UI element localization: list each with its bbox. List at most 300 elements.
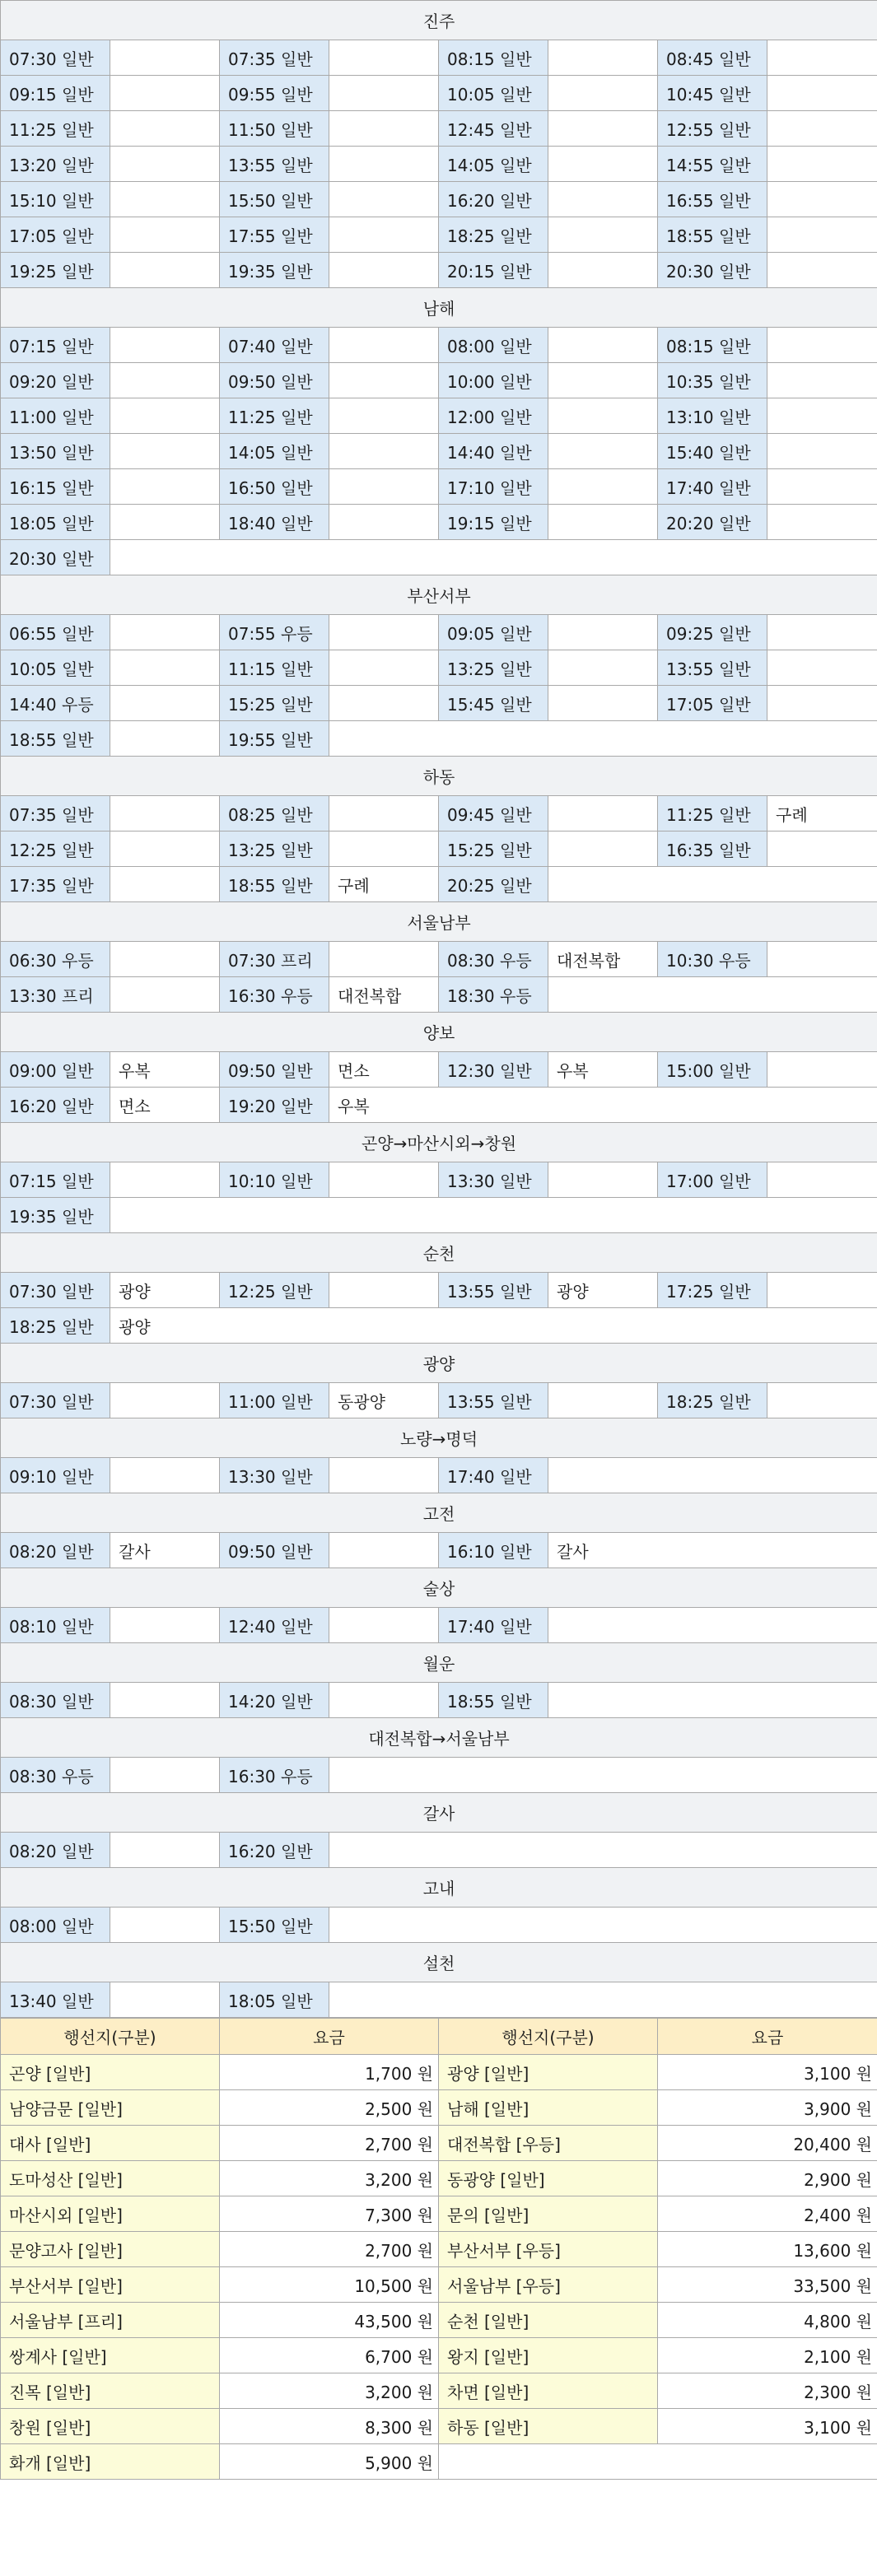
departure-time: 18:25 일반 bbox=[658, 1383, 767, 1418]
departure-via: 갈사 bbox=[110, 1533, 220, 1568]
departure-via bbox=[548, 76, 658, 111]
departure-via bbox=[329, 686, 439, 721]
departure-via: 구례 bbox=[767, 796, 877, 831]
departure-via bbox=[110, 1608, 220, 1643]
departure-via bbox=[329, 363, 439, 398]
departure-row bbox=[1, 1533, 877, 1568]
route-title: 순천 bbox=[1, 1233, 877, 1273]
departure-time: 16:55 일반 bbox=[658, 182, 767, 217]
departure-row bbox=[1, 182, 877, 217]
departure-time: 07:15 일반 bbox=[1, 1162, 110, 1198]
departure-via bbox=[110, 398, 220, 434]
departure-via bbox=[110, 253, 220, 288]
departure-via bbox=[329, 505, 439, 540]
departure-time: 19:20 일반 bbox=[220, 1088, 329, 1123]
departure-time: 15:40 일반 bbox=[658, 434, 767, 469]
departure-time: 13:10 일반 bbox=[658, 398, 767, 434]
departure-time: 09:00 일반 bbox=[1, 1052, 110, 1088]
departure-via bbox=[548, 328, 658, 363]
departure-row bbox=[1, 1758, 877, 1793]
departure-time: 17:40 일반 bbox=[658, 469, 767, 505]
departure-time: 09:05 일반 bbox=[439, 615, 548, 650]
fare-destination: 마산시외 [일반] bbox=[1, 2196, 220, 2232]
departure-via bbox=[548, 182, 658, 217]
departure-row bbox=[1, 867, 877, 902]
departure-time: 12:30 일반 bbox=[439, 1052, 548, 1088]
departure-time: 17:40 일반 bbox=[439, 1458, 548, 1493]
departure-time: 18:30 우등 bbox=[439, 977, 548, 1013]
departure-row bbox=[1, 1683, 877, 1718]
departure-time: 07:30 일반 bbox=[1, 40, 110, 76]
departure-time: 09:55 일반 bbox=[220, 76, 329, 111]
departure-time: 08:15 일반 bbox=[658, 328, 767, 363]
departure-time: 08:30 일반 bbox=[1, 1683, 110, 1718]
departure-via bbox=[110, 650, 220, 686]
departure-row bbox=[1, 505, 877, 540]
departure-time: 13:25 일반 bbox=[220, 831, 329, 867]
departure-via: 우복 bbox=[548, 1052, 658, 1088]
departure-via bbox=[110, 796, 220, 831]
departure-via bbox=[767, 686, 877, 721]
fare-row bbox=[1, 2373, 877, 2409]
departure-time: 09:50 일반 bbox=[220, 1533, 329, 1568]
route-header-row bbox=[1, 1, 877, 40]
departure-via bbox=[767, 328, 877, 363]
departure-via bbox=[767, 434, 877, 469]
route-header-row bbox=[1, 1943, 877, 1982]
fare-destination: 순천 [일반] bbox=[439, 2303, 658, 2338]
fare-price: 33,500 원 bbox=[658, 2267, 877, 2303]
departure-via bbox=[329, 111, 439, 147]
departure-row bbox=[1, 1308, 877, 1344]
departure-row bbox=[1, 615, 877, 650]
route-header-row bbox=[1, 1568, 877, 1608]
departure-row bbox=[1, 147, 877, 182]
fare-destination: 차면 [일반] bbox=[439, 2373, 658, 2409]
departure-time: 16:20 일반 bbox=[439, 182, 548, 217]
departure-time: 14:05 일반 bbox=[439, 147, 548, 182]
departure-time: 08:15 일반 bbox=[439, 40, 548, 76]
departure-time: 10:35 일반 bbox=[658, 363, 767, 398]
fare-destination: 대사 [일반] bbox=[1, 2126, 220, 2161]
departure-time: 15:25 일반 bbox=[220, 686, 329, 721]
route-title: 부산서부 bbox=[1, 575, 877, 615]
departure-via bbox=[548, 363, 658, 398]
fare-row bbox=[1, 2196, 877, 2232]
departure-time: 08:00 일반 bbox=[439, 328, 548, 363]
departure-via bbox=[767, 147, 877, 182]
departure-time: 17:10 일반 bbox=[439, 469, 548, 505]
fare-destination: 쌍계사 [일반] bbox=[1, 2338, 220, 2373]
departure-time: 17:55 일반 bbox=[220, 217, 329, 253]
departure-time: 09:10 일반 bbox=[1, 1458, 110, 1493]
departure-time: 18:05 일반 bbox=[1, 505, 110, 540]
departure-time: 17:00 일반 bbox=[658, 1162, 767, 1198]
departure-time: 17:25 일반 bbox=[658, 1273, 767, 1308]
fare-price-header: 요금 bbox=[220, 2019, 439, 2055]
fare-row bbox=[1, 2267, 877, 2303]
departure-row bbox=[1, 1833, 877, 1868]
departure-row bbox=[1, 1162, 877, 1198]
fare-price: 2,400 원 bbox=[658, 2196, 877, 2232]
fare-price: 6,700 원 bbox=[220, 2338, 439, 2373]
departure-via bbox=[329, 469, 439, 505]
departure-via: 대전복합 bbox=[548, 942, 658, 977]
fare-row bbox=[1, 2126, 877, 2161]
departure-time: 06:30 우등 bbox=[1, 942, 110, 977]
departure-time: 20:30 일반 bbox=[658, 253, 767, 288]
departure-via bbox=[110, 867, 220, 902]
departure-row bbox=[1, 1273, 877, 1308]
departure-via bbox=[329, 1608, 439, 1643]
departure-via: 광양 bbox=[110, 1308, 877, 1344]
route-header-row bbox=[1, 1013, 877, 1052]
departure-time: 06:55 일반 bbox=[1, 615, 110, 650]
departure-via bbox=[329, 1982, 877, 2018]
fare-destination: 도마성산 [일반] bbox=[1, 2161, 220, 2196]
route-title: 진주 bbox=[1, 1, 877, 40]
fare-row bbox=[1, 2444, 877, 2480]
route-header-row bbox=[1, 1123, 877, 1162]
fare-price: 2,300 원 bbox=[658, 2373, 877, 2409]
departure-via: 대전복합 bbox=[329, 977, 439, 1013]
departure-via bbox=[110, 977, 220, 1013]
departure-time: 16:30 우등 bbox=[220, 1758, 329, 1793]
departure-time: 14:55 일반 bbox=[658, 147, 767, 182]
departure-via bbox=[329, 253, 439, 288]
departure-time: 08:30 우등 bbox=[1, 1758, 110, 1793]
departure-via bbox=[110, 831, 220, 867]
fare-price: 13,600 원 bbox=[658, 2232, 877, 2267]
departure-time: 19:35 일반 bbox=[220, 253, 329, 288]
departure-time: 07:35 일반 bbox=[220, 40, 329, 76]
departure-time: 16:20 일반 bbox=[1, 1088, 110, 1123]
fare-destination-header: 행선지(구분) bbox=[439, 2019, 658, 2055]
departure-time: 14:20 일반 bbox=[220, 1683, 329, 1718]
fare-row bbox=[1, 2303, 877, 2338]
departure-via bbox=[110, 1982, 220, 2018]
departure-via bbox=[110, 615, 220, 650]
departure-time: 11:25 일반 bbox=[220, 398, 329, 434]
fare-price: 2,700 원 bbox=[220, 2232, 439, 2267]
route-title: 곤양→마산시외→창원 bbox=[1, 1123, 877, 1162]
fare-price: 2,100 원 bbox=[658, 2338, 877, 2373]
departure-via bbox=[329, 217, 439, 253]
departure-time: 09:20 일반 bbox=[1, 363, 110, 398]
departure-via bbox=[329, 40, 439, 76]
departure-time: 19:25 일반 bbox=[1, 253, 110, 288]
departure-time: 10:05 일반 bbox=[439, 76, 548, 111]
departure-via bbox=[329, 942, 439, 977]
departure-via bbox=[548, 398, 658, 434]
departure-via bbox=[110, 1383, 220, 1418]
departure-time: 08:20 일반 bbox=[1, 1533, 110, 1568]
departure-via: 갈사 bbox=[548, 1533, 877, 1568]
departure-time: 11:15 일반 bbox=[220, 650, 329, 686]
departure-time: 10:00 일반 bbox=[439, 363, 548, 398]
departure-time: 15:00 일반 bbox=[658, 1052, 767, 1088]
departure-via bbox=[767, 1273, 877, 1308]
fare-price: 8,300 원 bbox=[220, 2409, 439, 2444]
departure-time: 15:50 일반 bbox=[220, 1908, 329, 1943]
fare-table bbox=[0, 2018, 877, 2480]
departure-via bbox=[767, 1383, 877, 1418]
departure-time: 13:50 일반 bbox=[1, 434, 110, 469]
departure-time: 10:10 일반 bbox=[220, 1162, 329, 1198]
departure-time: 11:50 일반 bbox=[220, 111, 329, 147]
fare-destination: 서울남부 [우등] bbox=[439, 2267, 658, 2303]
departure-time: 09:50 일반 bbox=[220, 1052, 329, 1088]
departure-via bbox=[548, 1458, 877, 1493]
departure-time: 17:35 일반 bbox=[1, 867, 110, 902]
departure-time: 17:40 일반 bbox=[439, 1608, 548, 1643]
departure-time: 18:40 일반 bbox=[220, 505, 329, 540]
departure-time: 19:15 일반 bbox=[439, 505, 548, 540]
departure-time: 19:35 일반 bbox=[1, 1198, 110, 1233]
departure-time: 10:05 일반 bbox=[1, 650, 110, 686]
route-title: 하동 bbox=[1, 757, 877, 796]
fare-price: 4,800 원 bbox=[658, 2303, 877, 2338]
fare-destination: 문의 [일반] bbox=[439, 2196, 658, 2232]
departure-via bbox=[548, 867, 877, 902]
fare-destination: 곤양 [일반] bbox=[1, 2055, 220, 2090]
departure-via bbox=[548, 40, 658, 76]
departure-time: 13:20 일반 bbox=[1, 147, 110, 182]
fare-destination: 부산서부 [우등] bbox=[439, 2232, 658, 2267]
departure-time: 16:30 우등 bbox=[220, 977, 329, 1013]
departure-via bbox=[110, 76, 220, 111]
departure-row bbox=[1, 686, 877, 721]
departure-via: 광양 bbox=[548, 1273, 658, 1308]
route-header-row bbox=[1, 1344, 877, 1383]
departure-time: 13:55 일반 bbox=[658, 650, 767, 686]
fare-price: 2,900 원 bbox=[658, 2161, 877, 2196]
departure-via bbox=[767, 40, 877, 76]
departure-row bbox=[1, 1608, 877, 1643]
departure-time: 11:00 일반 bbox=[1, 398, 110, 434]
departure-row bbox=[1, 363, 877, 398]
departure-via: 우복 bbox=[329, 1088, 877, 1123]
route-header-row bbox=[1, 1718, 877, 1758]
fare-row bbox=[1, 2232, 877, 2267]
fare-destination-header: 행선지(구분) bbox=[1, 2019, 220, 2055]
route-title: 광양 bbox=[1, 1344, 877, 1383]
fare-row bbox=[1, 2090, 877, 2126]
fare-price: 5,900 원 bbox=[220, 2444, 439, 2480]
departure-via bbox=[548, 1608, 877, 1643]
departure-via bbox=[110, 328, 220, 363]
route-title: 남해 bbox=[1, 288, 877, 328]
departure-via bbox=[329, 328, 439, 363]
fare-row bbox=[1, 2055, 877, 2090]
departure-via bbox=[329, 1758, 877, 1793]
departure-via bbox=[548, 686, 658, 721]
departure-time: 07:30 프리 bbox=[220, 942, 329, 977]
departure-time: 18:25 일반 bbox=[439, 217, 548, 253]
departure-via bbox=[110, 1833, 220, 1868]
departure-via bbox=[110, 40, 220, 76]
departure-via bbox=[110, 1458, 220, 1493]
fare-price: 3,100 원 bbox=[658, 2409, 877, 2444]
departure-time: 12:40 일반 bbox=[220, 1608, 329, 1643]
departure-via bbox=[329, 831, 439, 867]
route-title: 대전복합→서울남부 bbox=[1, 1718, 877, 1758]
fare-price: 10,500 원 bbox=[220, 2267, 439, 2303]
fare-destination: 남해 [일반] bbox=[439, 2090, 658, 2126]
departure-time: 10:30 우등 bbox=[658, 942, 767, 977]
departure-time: 15:25 일반 bbox=[439, 831, 548, 867]
departure-via bbox=[329, 434, 439, 469]
departure-via bbox=[548, 831, 658, 867]
route-title: 술상 bbox=[1, 1568, 877, 1608]
route-header-row bbox=[1, 288, 877, 328]
departure-time: 13:25 일반 bbox=[439, 650, 548, 686]
fare-destination: 하동 [일반] bbox=[439, 2409, 658, 2444]
departure-time: 07:35 일반 bbox=[1, 796, 110, 831]
route-header-row bbox=[1, 1493, 877, 1533]
fare-row bbox=[1, 2409, 877, 2444]
departure-via bbox=[767, 76, 877, 111]
departure-via bbox=[110, 1908, 220, 1943]
fare-price: 2,700 원 bbox=[220, 2126, 439, 2161]
departure-time: 15:50 일반 bbox=[220, 182, 329, 217]
departure-time: 13:55 일반 bbox=[439, 1383, 548, 1418]
departure-via bbox=[767, 182, 877, 217]
route-title: 설천 bbox=[1, 1943, 877, 1982]
departure-via bbox=[110, 686, 220, 721]
departure-via bbox=[548, 253, 658, 288]
fare-price: 3,900 원 bbox=[658, 2090, 877, 2126]
fare-price: 20,400 원 bbox=[658, 2126, 877, 2161]
departure-time: 11:00 일반 bbox=[220, 1383, 329, 1418]
fare-price: 3,100 원 bbox=[658, 2055, 877, 2090]
departure-time: 16:15 일반 bbox=[1, 469, 110, 505]
departure-row bbox=[1, 1982, 877, 2018]
departure-time: 19:55 일반 bbox=[220, 721, 329, 757]
departure-time: 13:40 일반 bbox=[1, 1982, 110, 2018]
departure-time: 12:55 일반 bbox=[658, 111, 767, 147]
departure-row bbox=[1, 721, 877, 757]
departure-via bbox=[110, 721, 220, 757]
departure-row bbox=[1, 76, 877, 111]
departure-time: 13:30 일반 bbox=[439, 1162, 548, 1198]
departure-via bbox=[767, 469, 877, 505]
departure-via bbox=[329, 182, 439, 217]
departure-row bbox=[1, 977, 877, 1013]
departure-row bbox=[1, 469, 877, 505]
departure-via bbox=[767, 1162, 877, 1198]
fare-destination: 왕지 [일반] bbox=[439, 2338, 658, 2373]
departure-via bbox=[110, 942, 220, 977]
departure-via bbox=[767, 831, 877, 867]
departure-time: 13:55 일반 bbox=[439, 1273, 548, 1308]
departure-time: 16:50 일반 bbox=[220, 469, 329, 505]
departure-time: 11:25 일반 bbox=[1, 111, 110, 147]
departure-time: 08:20 일반 bbox=[1, 1833, 110, 1868]
route-header-row bbox=[1, 575, 877, 615]
departure-via bbox=[548, 977, 877, 1013]
empty-cell bbox=[439, 2444, 877, 2480]
departure-time: 15:10 일반 bbox=[1, 182, 110, 217]
fare-price: 1,700 원 bbox=[220, 2055, 439, 2090]
departure-via: 면소 bbox=[329, 1052, 439, 1088]
fare-destination: 남양금문 [일반] bbox=[1, 2090, 220, 2126]
departure-via bbox=[110, 1198, 877, 1233]
route-header-row bbox=[1, 1643, 877, 1683]
departure-time: 13:30 프리 bbox=[1, 977, 110, 1013]
fare-body bbox=[1, 2055, 877, 2480]
departure-time: 11:25 일반 bbox=[658, 796, 767, 831]
departure-time: 09:50 일반 bbox=[220, 363, 329, 398]
departure-time: 15:45 일반 bbox=[439, 686, 548, 721]
departure-via bbox=[110, 434, 220, 469]
departure-via bbox=[767, 650, 877, 686]
fare-row bbox=[1, 2338, 877, 2373]
fare-destination: 문양고사 [일반] bbox=[1, 2232, 220, 2267]
departure-time: 18:25 일반 bbox=[1, 1308, 110, 1344]
departure-row bbox=[1, 328, 877, 363]
departure-row bbox=[1, 1198, 877, 1233]
fare-destination: 창원 [일반] bbox=[1, 2409, 220, 2444]
departure-via bbox=[767, 505, 877, 540]
fare-destination: 동광양 [일반] bbox=[439, 2161, 658, 2196]
departure-time: 14:40 일반 bbox=[439, 434, 548, 469]
departure-time: 18:55 일반 bbox=[439, 1683, 548, 1718]
fare-row bbox=[1, 2161, 877, 2196]
departure-row bbox=[1, 650, 877, 686]
departure-via bbox=[329, 721, 877, 757]
fare-price-header: 요금 bbox=[658, 2019, 877, 2055]
departure-via bbox=[329, 1273, 439, 1308]
route-header-row bbox=[1, 1793, 877, 1833]
departure-time: 08:45 일반 bbox=[658, 40, 767, 76]
departure-via bbox=[110, 363, 220, 398]
route-title: 갈사 bbox=[1, 1793, 877, 1833]
departure-via bbox=[548, 147, 658, 182]
fare-price: 2,500 원 bbox=[220, 2090, 439, 2126]
departure-via bbox=[548, 796, 658, 831]
departure-row bbox=[1, 1383, 877, 1418]
timetable-body bbox=[1, 1, 877, 2018]
departure-time: 08:10 일반 bbox=[1, 1608, 110, 1643]
departure-time: 07:55 우등 bbox=[220, 615, 329, 650]
fare-destination: 부산서부 [일반] bbox=[1, 2267, 220, 2303]
departure-via bbox=[329, 398, 439, 434]
departure-row bbox=[1, 1908, 877, 1943]
departure-time: 16:35 일반 bbox=[658, 831, 767, 867]
departure-row bbox=[1, 1052, 877, 1088]
departure-time: 14:40 우등 bbox=[1, 686, 110, 721]
fare-destination: 서울남부 [프리] bbox=[1, 2303, 220, 2338]
departure-time: 12:25 일반 bbox=[220, 1273, 329, 1308]
departure-time: 09:45 일반 bbox=[439, 796, 548, 831]
departure-time: 13:55 일반 bbox=[220, 147, 329, 182]
departure-time: 17:05 일반 bbox=[658, 686, 767, 721]
departure-time: 16:10 일반 bbox=[439, 1533, 548, 1568]
departure-via: 동광양 bbox=[329, 1383, 439, 1418]
departure-time: 07:30 일반 bbox=[1, 1273, 110, 1308]
departure-via bbox=[767, 253, 877, 288]
departure-via bbox=[548, 505, 658, 540]
departure-via bbox=[548, 615, 658, 650]
departure-via bbox=[329, 650, 439, 686]
departure-time: 18:55 일반 bbox=[220, 867, 329, 902]
fare-destination: 광양 [일반] bbox=[439, 2055, 658, 2090]
departure-time: 13:30 일반 bbox=[220, 1458, 329, 1493]
departure-time: 20:25 일반 bbox=[439, 867, 548, 902]
departure-via bbox=[329, 1908, 877, 1943]
departure-row bbox=[1, 111, 877, 147]
